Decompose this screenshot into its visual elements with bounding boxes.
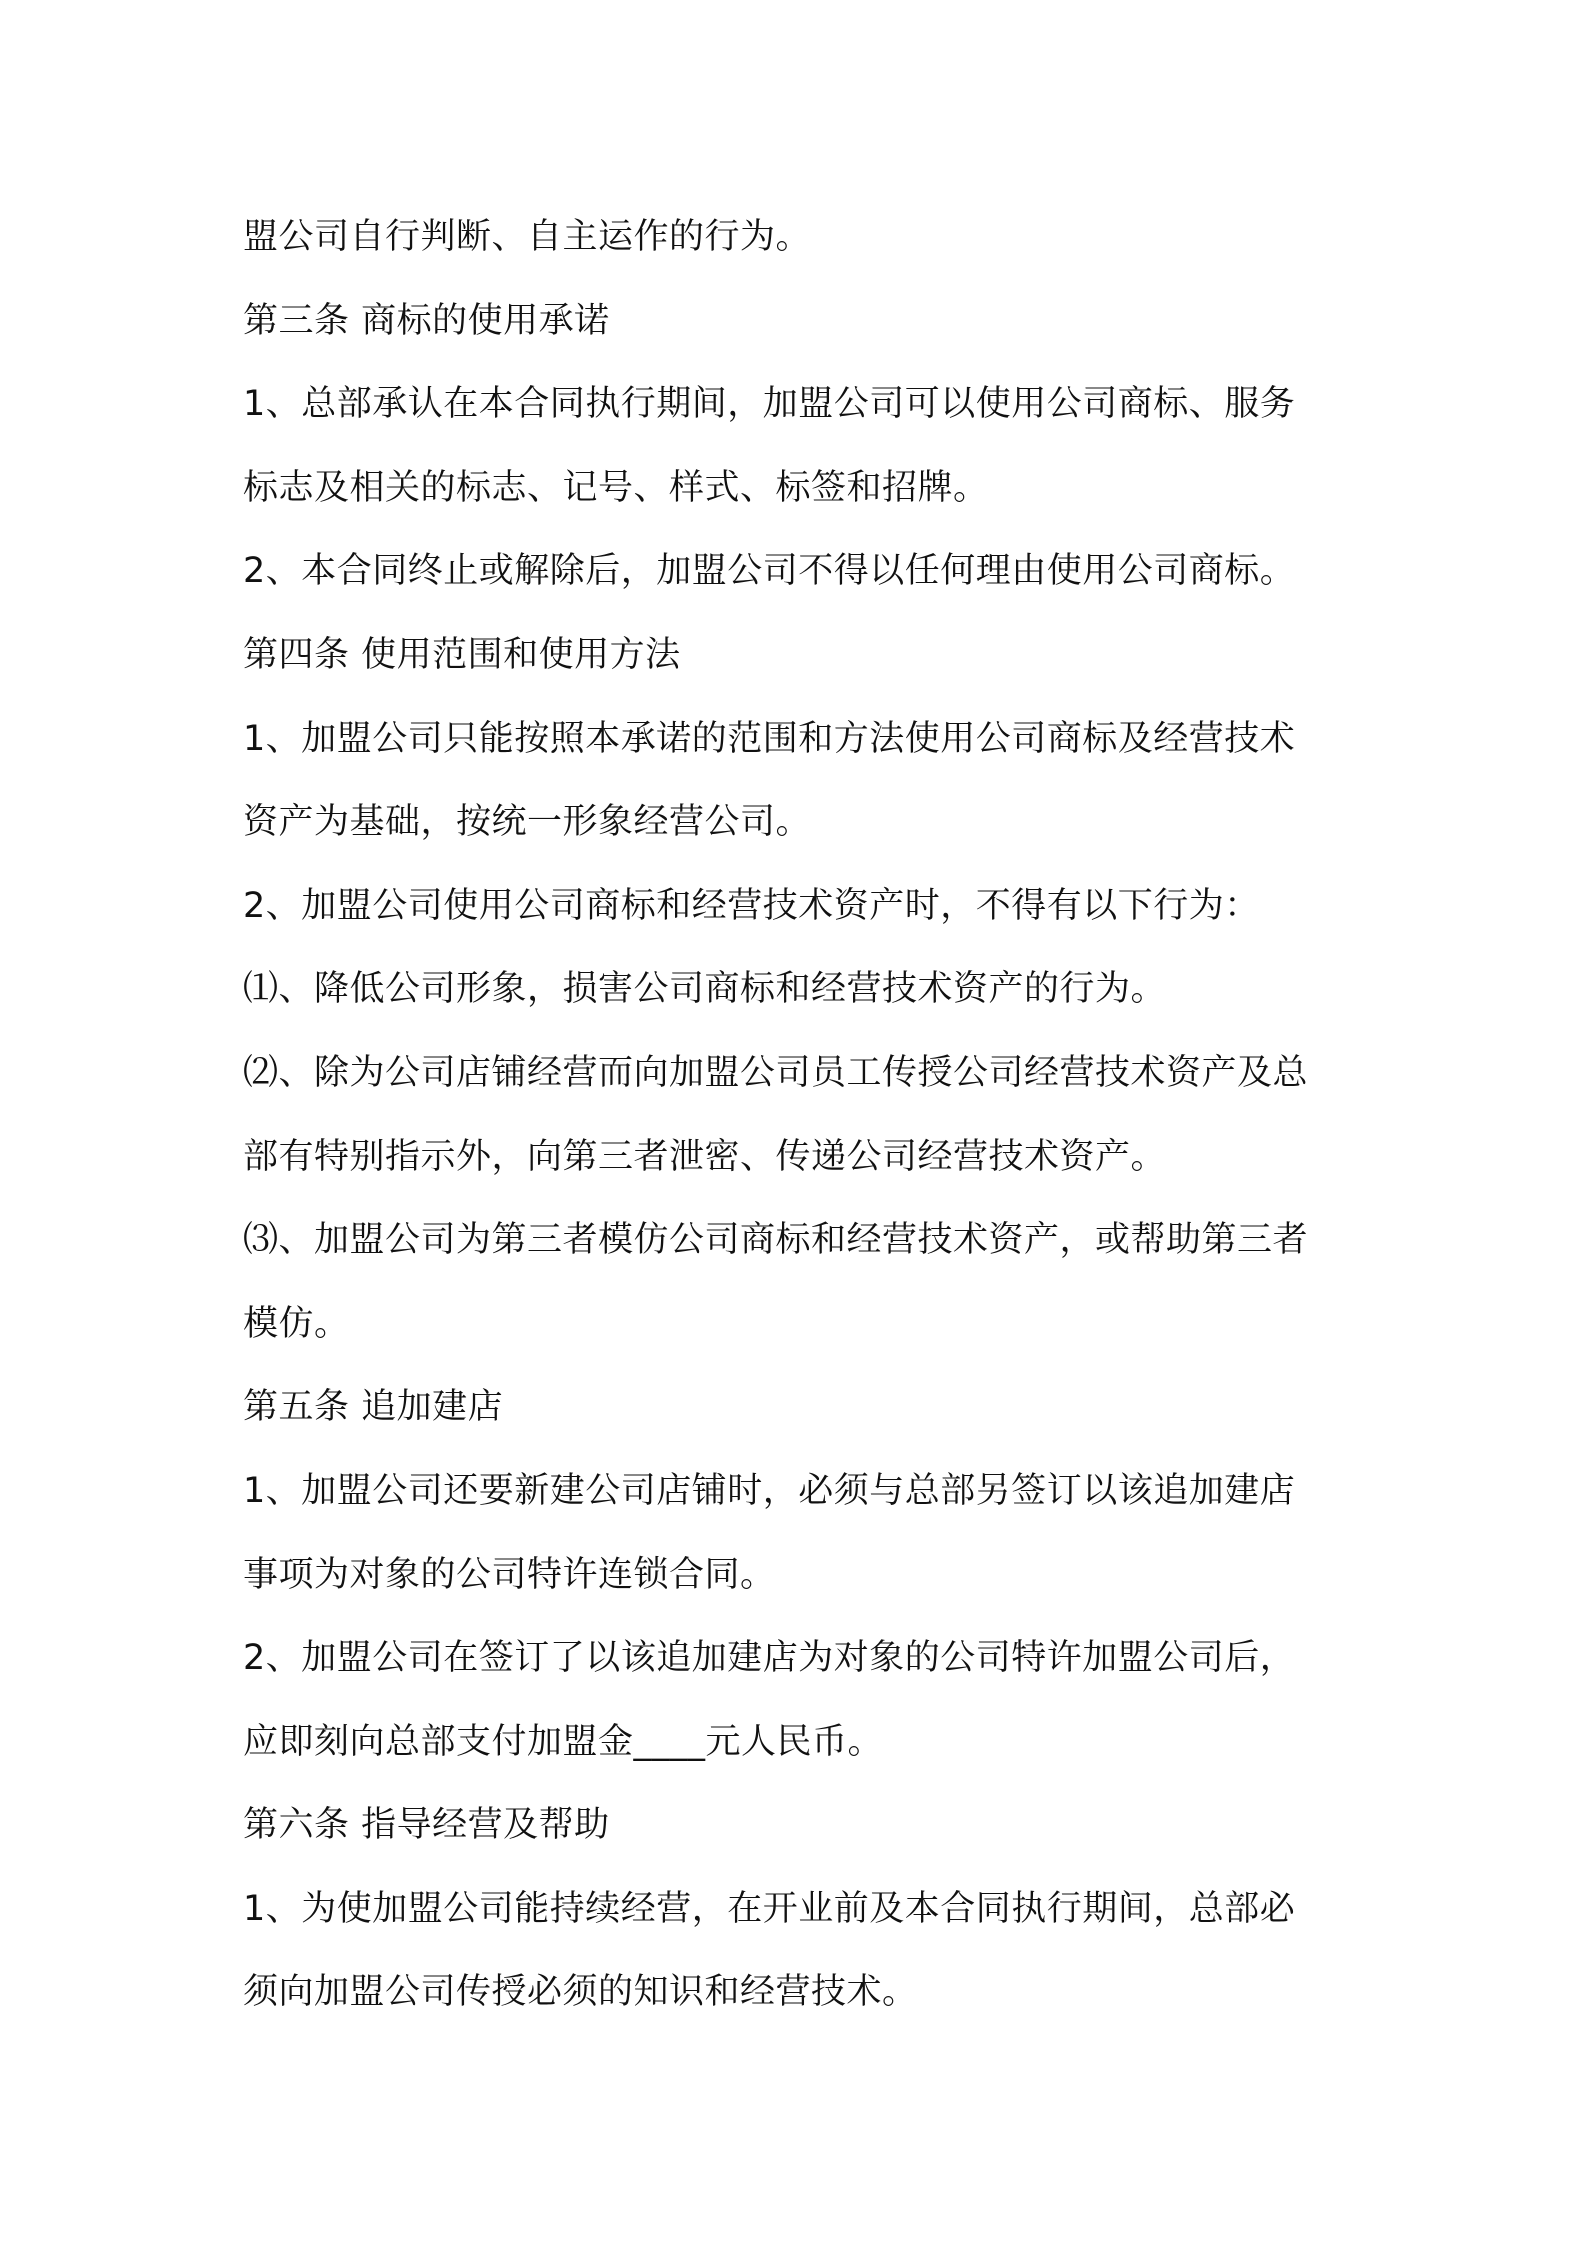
paragraph-line: 部有特别指示外，向第三者泄密、传递公司经营技术资产。 [243,1136,1167,1177]
paragraph-line: 1、加盟公司还要新建公司店铺时，必须与总部另签订以该追加建店 [243,1470,1296,1511]
paragraph-line: 事项为对象的公司特许连锁合同。 [243,1554,776,1595]
paragraph-line: ⑴、降低公司形象，损害公司商标和经营技术资产的行为。 [243,969,1167,1010]
paragraph-line: 须向加盟公司传授必须的知识和经营技术。 [243,1972,918,2013]
section-heading-article-4: 第四条 使用范围和使用方法 [243,634,681,675]
paragraph-line: 模仿。 [243,1303,350,1344]
paragraph-line: 2、本合同终止或解除后，加盟公司不得以任何理由使用公司商标。 [243,551,1296,592]
paragraph-line: ⑶、加盟公司为第三者模仿公司商标和经营技术资产，或帮助第三者 [243,1220,1309,1261]
paragraph-line: 盟公司自行判断、自主运作的行为。 [243,217,812,257]
paragraph-line: 标志及相关的标志、记号、样式、标签和招牌。 [243,467,989,508]
section-heading-article-3: 第三条 商标的使用承诺 [243,300,610,341]
paragraph-line: 2、加盟公司在签订了以该追加建店为对象的公司特许加盟公司后， [243,1638,1296,1679]
paragraph-line: 1、总部承认在本合同执行期间，加盟公司可以使用公司商标、服务 [243,384,1296,425]
section-heading-article-6: 第六条 指导经营及帮助 [243,1805,610,1846]
document-body [243,196,1363,2035]
paragraph-line: ⑵、除为公司店铺经营而向加盟公司员工传授公司经营技术资产及总 [243,1052,1309,1093]
paragraph-line: 资产为基础，按统一形象经营公司。 [243,802,812,843]
section-heading-article-5: 第五条 追加建店 [243,1387,504,1428]
paragraph-line: 1、加盟公司只能按照本承诺的范围和方法使用公司商标及经营技术 [243,718,1296,759]
paragraph-line: 应即刻向总部支付加盟金____元人民币。 [243,1721,884,1762]
paragraph-line: 2、加盟公司使用公司商标和经营技术资产时，不得有以下行为： [243,885,1260,926]
paragraph-line: 1、为使加盟公司能持续经营，在开业前及本合同执行期间，总部必 [243,1888,1296,1929]
